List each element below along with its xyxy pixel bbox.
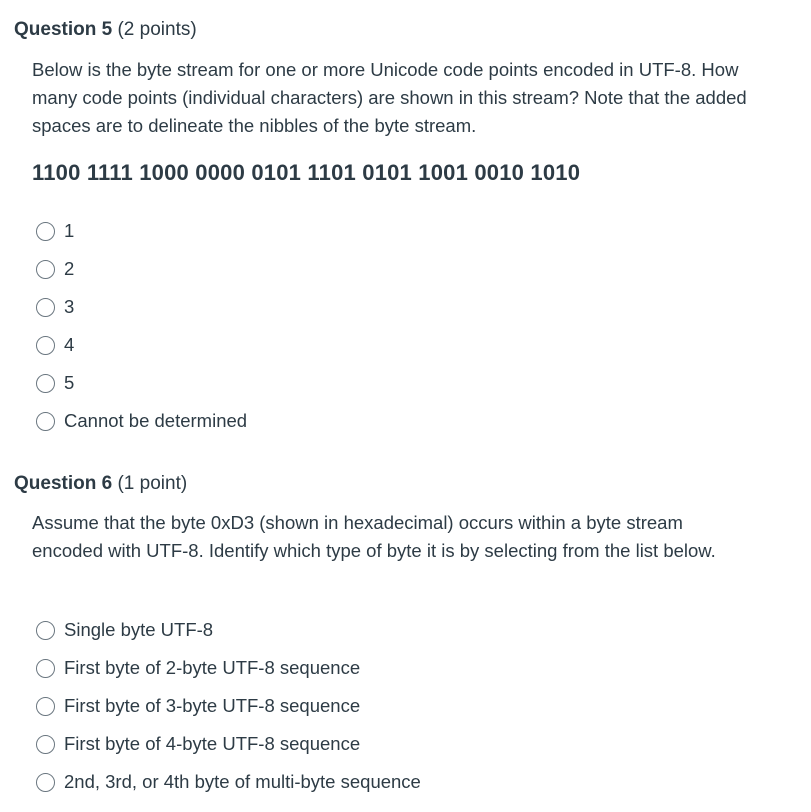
question-5-header [14, 18, 197, 42]
q5-option-5[interactable] [36, 364, 247, 402]
question-6-points: (1 point) [117, 473, 188, 494]
radio-button[interactable] [36, 412, 55, 431]
option-label: Cannot be determined [64, 410, 248, 431]
option-label: 3 [64, 296, 75, 317]
radio-button[interactable] [36, 336, 55, 355]
question-6-prompt: Assume that the byte 0xD3 (shown in hexadecimal) occurs within a byte stream encoded with UTF-8. Identify which type of byte it is by selecting from the list below. [32, 512, 716, 561]
option-label: First byte of 3-byte UTF-8 sequence [64, 695, 361, 716]
radio-button[interactable] [36, 260, 55, 279]
option-label: Single byte UTF-8 [64, 619, 214, 640]
option-label: First byte of 2-byte UTF-8 sequence [64, 657, 361, 678]
question-5-prompt: Below is the byte stream for one or more Unicode code points encoded in UTF-8. How many code points (individual characters) are shown in this stream? Note that the added spaces are to delineate the nibbles of the byte stream. [32, 59, 747, 136]
radio-button[interactable] [36, 222, 55, 241]
radio-button[interactable] [36, 621, 55, 640]
question-6-options [36, 611, 421, 801]
q5-option-1[interactable] [36, 212, 247, 250]
q6-option-first-of-3[interactable] [36, 687, 421, 725]
q5-option-cannot-determine[interactable] [36, 402, 247, 440]
radio-button[interactable] [36, 298, 55, 317]
q5-option-3[interactable] [36, 288, 247, 326]
byte-stream: 1100 1111 1000 0000 0101 1101 0101 1001 0010 1010 [32, 160, 581, 185]
option-label: 2 [64, 258, 75, 279]
question-6-title: Question 6 [14, 473, 113, 494]
q5-option-2[interactable] [36, 250, 247, 288]
option-label: 1 [64, 220, 75, 241]
q5-option-4[interactable] [36, 326, 247, 364]
radio-button[interactable] [36, 374, 55, 393]
option-label: 4 [64, 334, 75, 355]
radio-button[interactable] [36, 735, 55, 754]
q6-option-single-byte[interactable] [36, 611, 421, 649]
radio-button[interactable] [36, 659, 55, 678]
q6-option-continuation[interactable] [36, 763, 421, 801]
q6-option-first-of-4[interactable] [36, 725, 421, 763]
question-6-header [14, 472, 187, 496]
q6-option-first-of-2[interactable] [36, 649, 421, 687]
radio-button[interactable] [36, 697, 55, 716]
option-label: 2nd, 3rd, or 4th byte of multi-byte sequence [64, 771, 421, 792]
option-label: 5 [64, 372, 75, 393]
question-5-points: (2 points) [117, 19, 197, 40]
option-label: First byte of 4-byte UTF-8 sequence [64, 733, 361, 754]
question-5-options [36, 212, 247, 440]
radio-button[interactable] [36, 773, 55, 792]
question-5-title: Question 5 [14, 19, 113, 40]
